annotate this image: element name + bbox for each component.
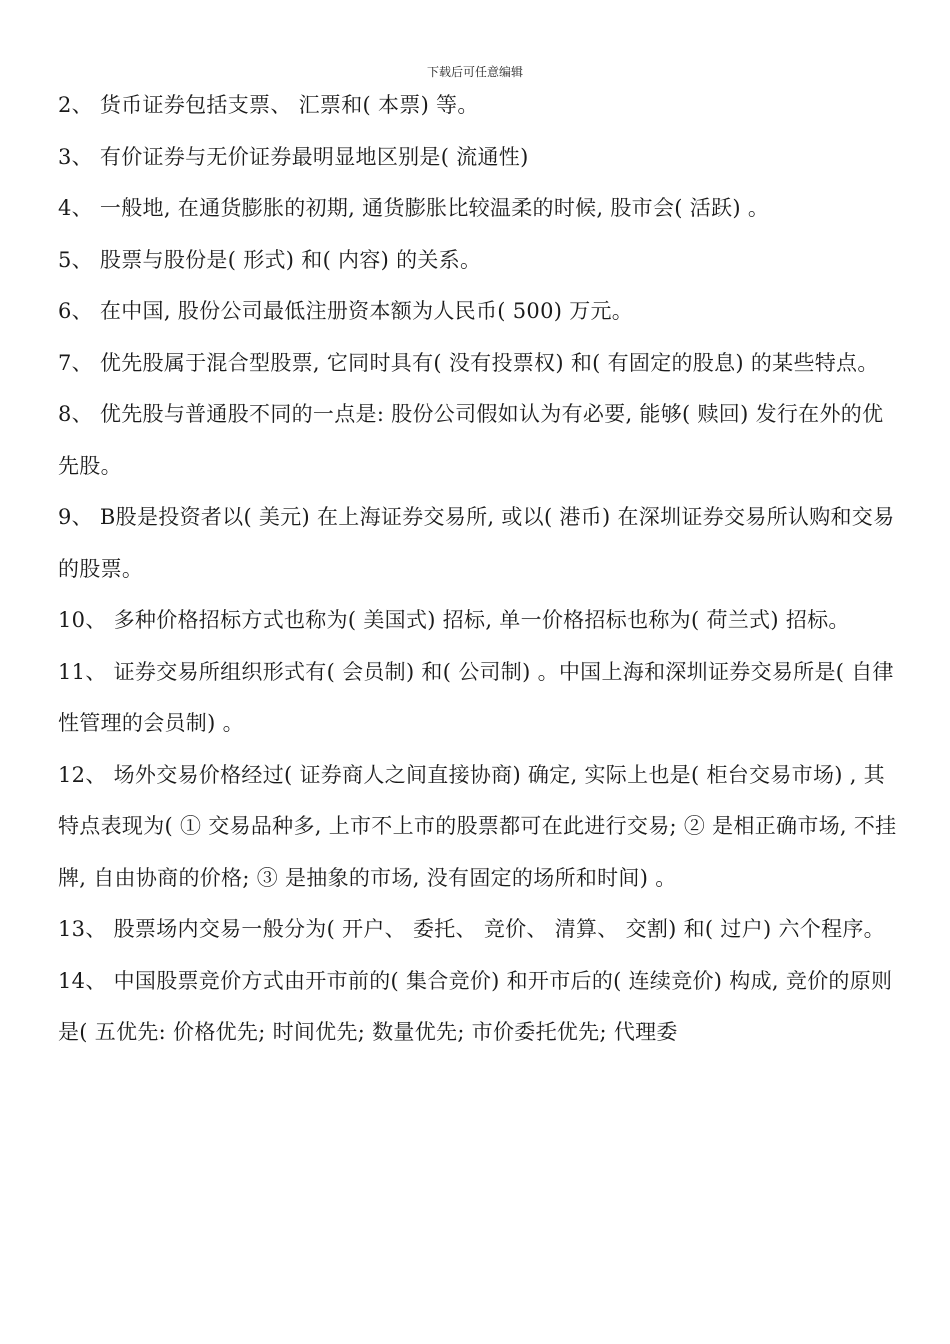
list-item: 5、 股票与股份是( 形式) 和( 内容) 的关系。	[58, 247, 482, 272]
list-item: 7、 优先股属于混合型股票, 它同时具有( 没有投票权) 和( 有固定的股息) 的某些特点。	[58, 350, 879, 375]
list-item: 8、 优先股与普通股不同的一点是: 股份公司假如认为有必要, 能够( 赎回) 发行在外的优先股。	[58, 402, 884, 478]
list-item: 13、 股票场内交易一般分为( 开户、 委托、 竞价、 清算、 交割) 和( 过户) 六个程序。	[58, 917, 885, 941]
list-item: 12、 场外交易价格经过( 证券商人之间直接协商) 确定, 实际上也是( 柜台交易市场) , 其特点表现为( ① 交易品种多, 上市不上市的股票都可在此进行交易; ② 是相正确市场, 不挂牌, 自由协商的价格; ③ 是抽象的市场, 没有固定的场所和时间) 。	[58, 762, 897, 890]
list-item: 11、 证券交易所组织形式有( 会员制) 和( 公司制) 。中国上海和深圳证券交易所是( 自律性管理的会员制) 。	[58, 659, 894, 735]
list-item: 2、 货币证券包括支票、 汇票和( 本票) 等。	[58, 93, 479, 117]
list-item: 3、 有价证券与无价证券最明显地区别是( 流通性)	[58, 144, 529, 169]
page-header: 下载后可任意编辑	[426, 65, 523, 79]
document-body	[58, 80, 898, 1059]
list-item: 6、 在中国, 股份公司最低注册资本额为人民币( 500) 万元。	[58, 299, 634, 323]
list-item: 14、 中国股票竞价方式由开市前的( 集合竞价) 和开市后的( 连续竞价) 构成, 竞价的原则是( 五优先: 价格优先; 时间优先; 数量优先; 市价委托优先; 代理委	[58, 968, 893, 1044]
list-item: 9、 B股是投资者以( 美元) 在上海证券交易所, 或以( 港币) 在深圳证券交易所认购和交易的股票。	[58, 505, 895, 581]
list-item: 10、 多种价格招标方式也称为( 美国式) 招标, 单一价格招标也称为( 荷兰式) 招标。	[58, 608, 850, 632]
list-item: 4、 一般地, 在通货膨胀的初期, 通货膨胀比较温柔的时候, 股市会( 活跃) 。	[58, 196, 770, 220]
